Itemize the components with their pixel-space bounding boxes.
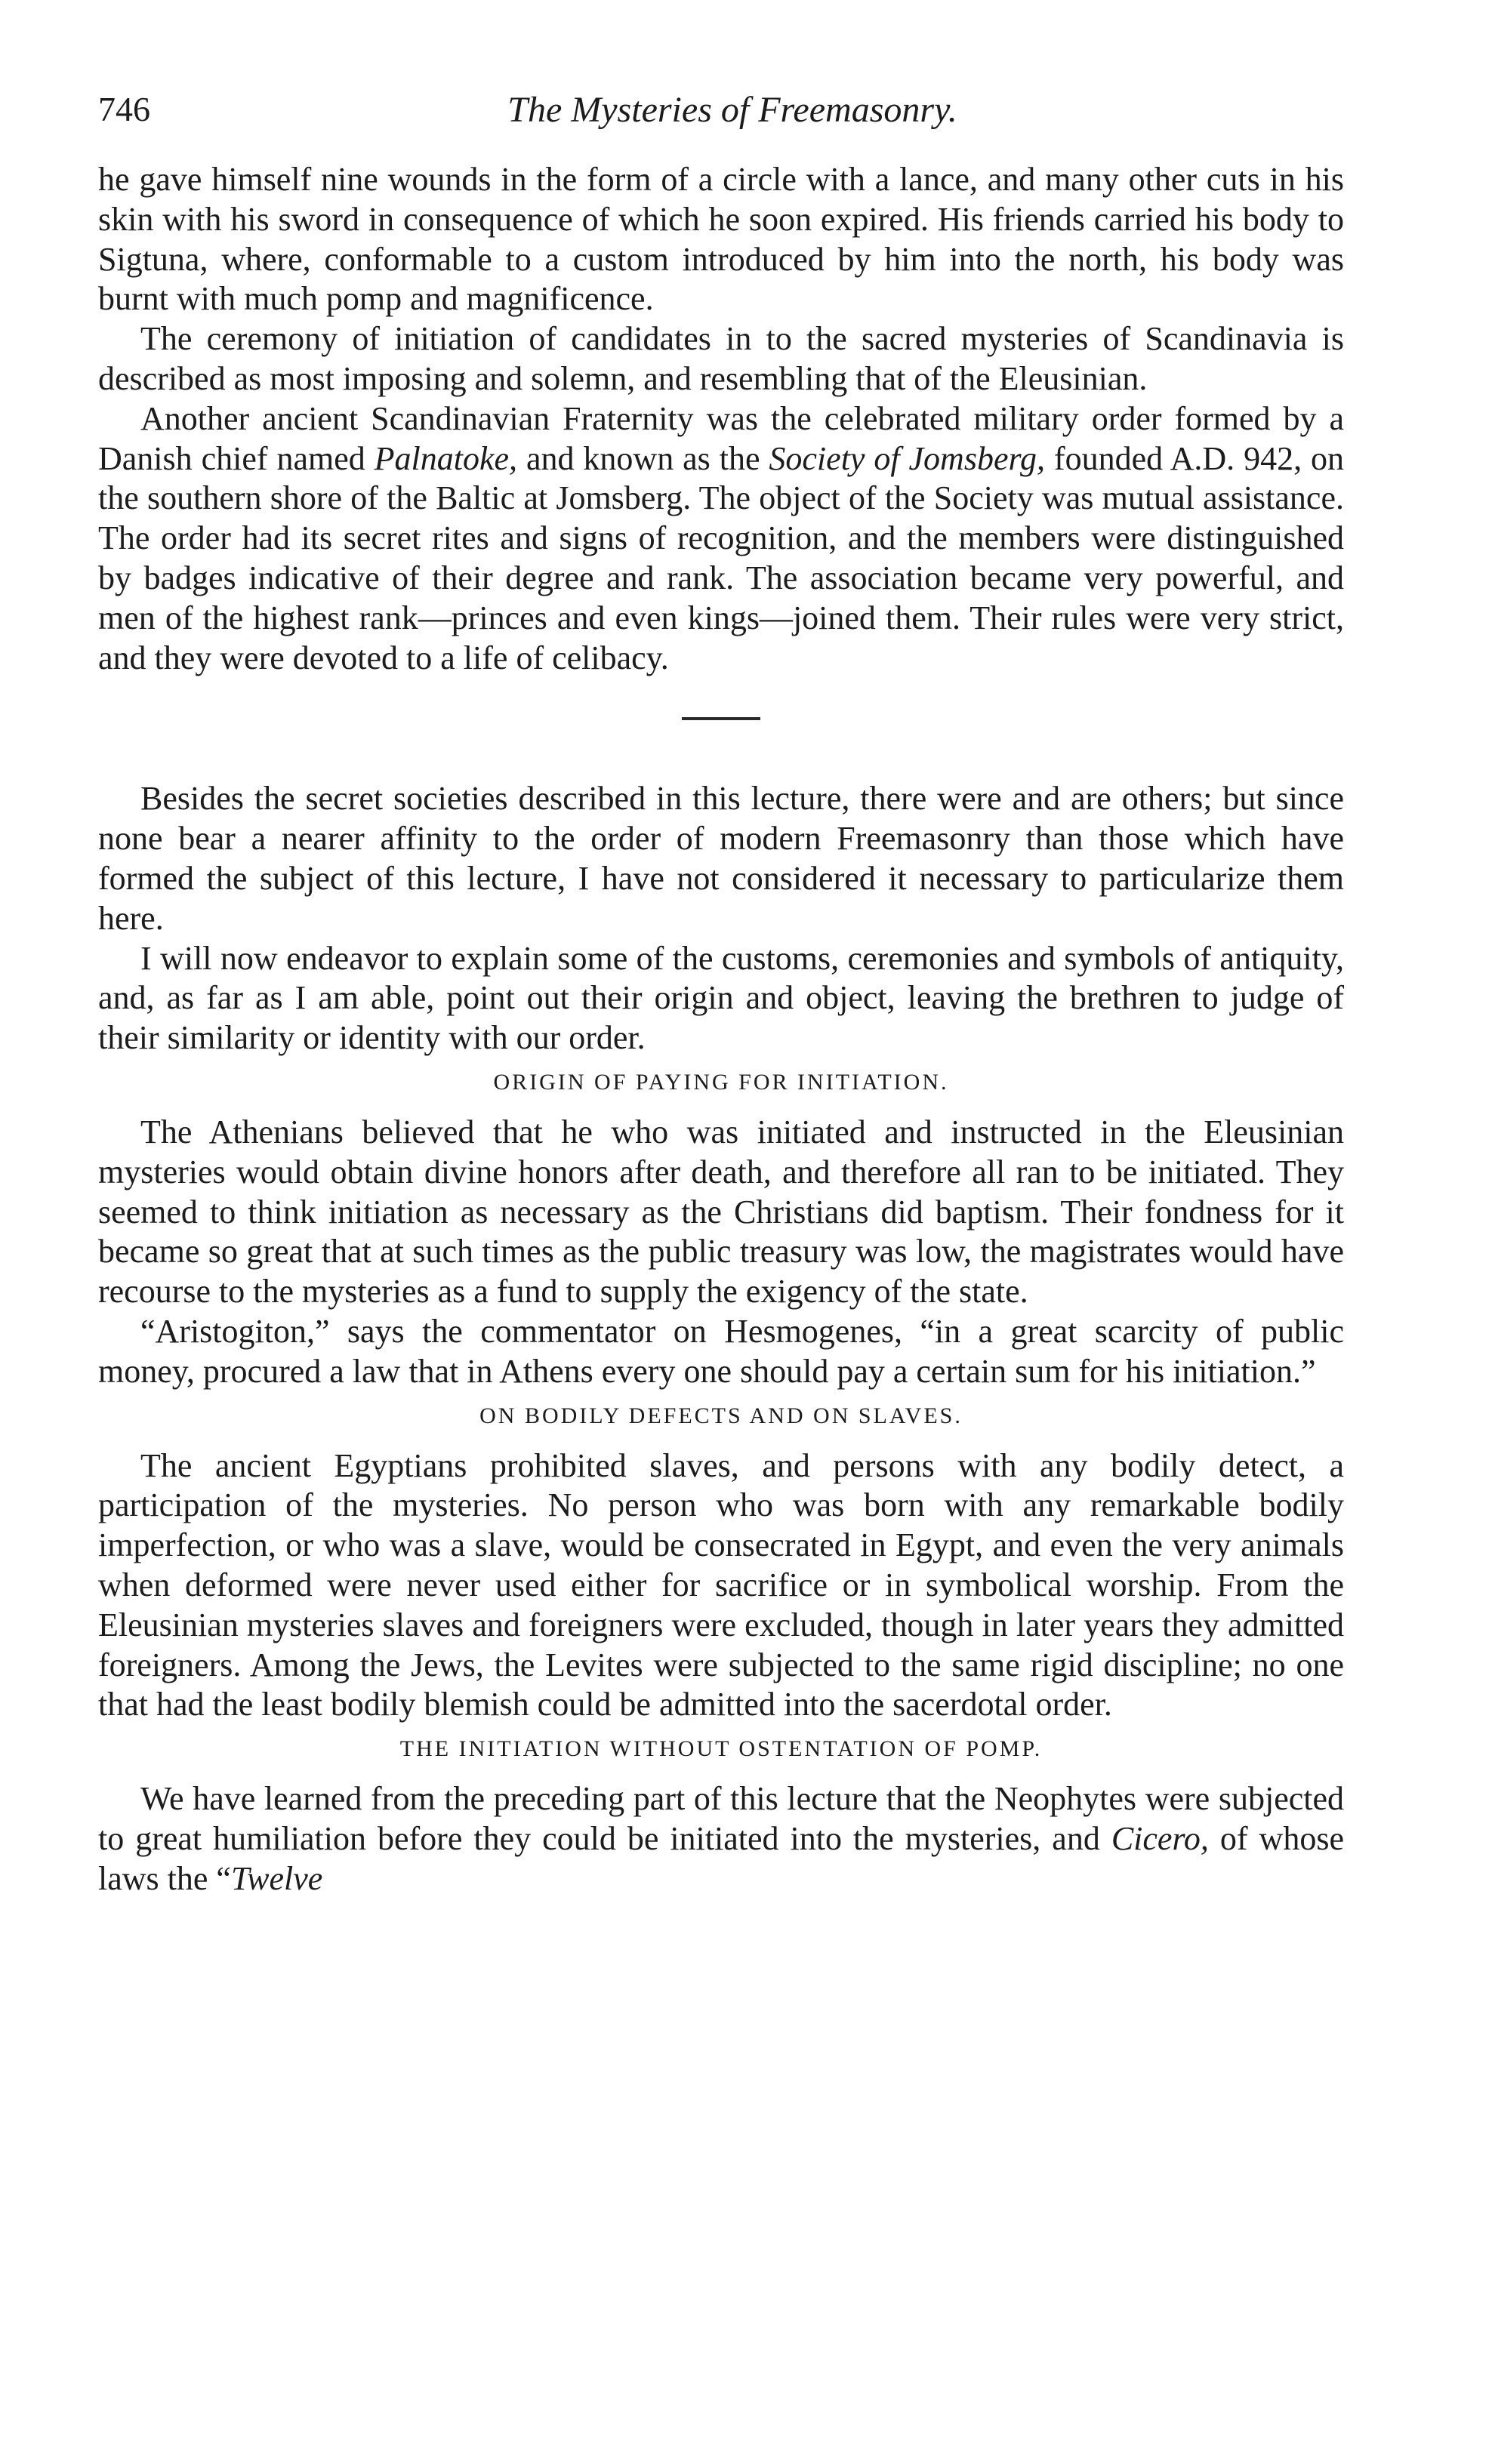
text-run: founded A.D. 942, on the southern shore of the Baltic at Jomsberg. The object of the Society was mutual assistance. The order had its secret rites and signs of recognition, and the members were distinguished by badges indicative of their degree and rank. The association became very powerful, and men of the highest rank—princes and even kings—joined them. Their rules were very strict, and they were devoted to a life of celibacy. xyxy=(98,439,1344,676)
italic-society: Society of Jomsberg, xyxy=(769,439,1045,477)
italic-name: Palnatoke, xyxy=(374,439,518,477)
page-header xyxy=(98,89,1367,143)
text-run: and known as the xyxy=(517,439,769,477)
text-run: Another ancient Scandinavian Fraternity was the celebrated military order formed by a Danish chief named xyxy=(98,399,1344,477)
paragraph-continued: he gave himself nine wounds in the form of a circle with a lance, and many other cuts in his skin with his sword in consequence of which he soon expired. His friends carried his body to Sigtuna, where, conformable to a custom introduced by him into the north, his body was burnt with much pomp and magnificence. xyxy=(98,161,1344,318)
paragraph-aristogiton: “Aristogiton,” says the commentator on Hesmogenes, “in a great scarcity of public money, procured a law that in Athens every one should pay a certain sum for his initiation.” xyxy=(98,1312,1344,1390)
section-heading-paying: ORIGIN OF PAYING FOR INITIATION. xyxy=(493,1069,949,1095)
running-title: The Mysteries of Freemasonry. xyxy=(507,90,957,130)
paragraph-other-societies: Besides the secret societies described in this lecture, there were and are others; but since none bear a nearer affinity to the order of modern Freemasonry than those which have formed the subject of this lecture, I have not considered it necessary to particularize them here. xyxy=(98,780,1344,937)
italic-cicero: Cicero, xyxy=(1111,1819,1209,1857)
section-heading-ostentation: THE INITIATION WITHOUT OSTENTATION OF POMP. xyxy=(399,1736,1043,1762)
paragraph-jomsberg xyxy=(98,399,1344,679)
section-heading-defects: ON BODILY DEFECTS AND ON SLAVES. xyxy=(479,1403,963,1428)
paragraph-scandinavian-initiation: The ceremony of initiation of candidates in to the sacred mysteries of Scandinavia is described as most imposing and solemn, and resembling that of the Eleusinian. xyxy=(98,320,1344,397)
paragraph-customs: I will now endeavor to explain some of the customs, ceremonies and symbols of antiquity, and, as far as I am able, point out their origin and object, leaving the brethren to judge of their similarity or identity with our order. xyxy=(98,939,1344,1057)
paragraph-neophytes xyxy=(98,1779,1344,1899)
section-divider xyxy=(682,717,760,720)
text-run: We have learned from the preceding part of this lecture that the Neophytes were subjected to great humiliation before they could be initiated into the mysteries, and xyxy=(98,1780,1344,1857)
body-text xyxy=(98,160,1344,1899)
italic-twelve: Twelve xyxy=(230,1859,323,1897)
text-run: of whose laws the “ xyxy=(98,1819,1344,1897)
paragraph-athenians: The Athenians believed that he who was initiated and instructed in the Eleusinian mysteries would obtain divine honors after death, and therefore all ran to be initiated. They seemed to think initiation as necessary as the Christians did baptism. Their fondness for it became so great that at such times as the public treasury was low, the magistrates would have recourse to the mysteries as a fund to supply the exigency of the state. xyxy=(98,1113,1344,1311)
page-number: 746 xyxy=(98,90,150,128)
paragraph-egyptians: The ancient Egyptians prohibited slaves, and persons with any bodily detect, a participation of the mysteries. No person who was born with any remarkable bodily imperfection, or who was a slave, would be consecrated in Egypt, and even the very animals when deformed were never used either for sacrifice or in symbolical worship. From the Eleusinian mysteries slaves and foreigners were excluded, though in later years they admitted foreigners. Among the Jews, the Levites were subjected to the same rigid discipline; no one that had the least bodily blemish could be admitted into the sacerdotal order. xyxy=(98,1446,1344,1723)
